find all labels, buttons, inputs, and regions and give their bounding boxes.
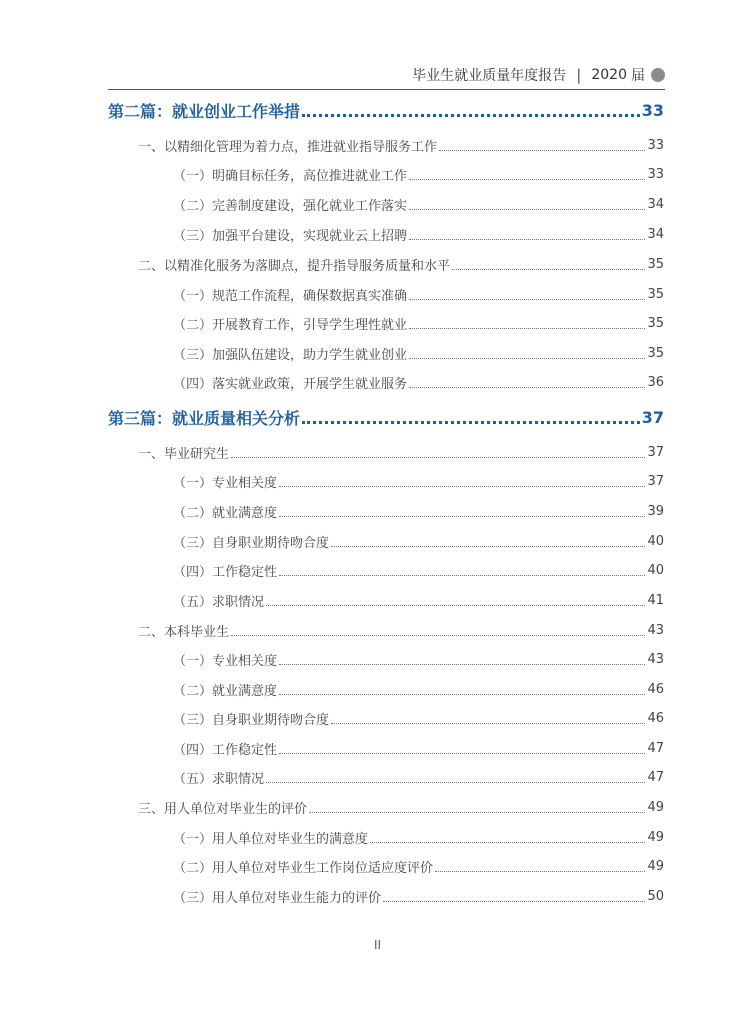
toc-entry-label: （二）就业满意度 [173,505,278,521]
toc-page-number: 34 [647,226,664,242]
toc-subsection[interactable] [173,529,664,553]
toc-entry-label: （三）自身职业期待吻合度 [173,712,330,728]
dot-leader [279,684,645,695]
toc-page-number: 49 [647,829,664,845]
toc-section[interactable] [138,440,664,464]
dot-leader [409,229,645,240]
toc-subsection[interactable] [173,222,664,246]
dot-leader [302,411,640,424]
toc-subsection[interactable] [173,588,664,612]
toc-entry-label: 第二篇：就业创业工作举措 [108,101,301,121]
toc-page-number: 35 [647,315,664,331]
toc-page-number: 41 [647,592,664,608]
toc-page-number: 37 [647,473,664,489]
toc-entry-label: （三）加强队伍建设，助力学生就业创业 [173,347,408,363]
dot-leader [370,832,645,843]
toc-page-number: 35 [647,286,664,302]
toc-page-number: 33 [647,166,664,182]
toc-entry-label: （一）专业相关度 [173,475,278,491]
toc-page-number: 34 [647,196,664,212]
dot-leader [409,169,645,180]
toc-subsection[interactable] [173,370,664,394]
dot-leader [309,802,645,813]
toc-page-number: 46 [647,710,664,726]
dot-leader [409,289,645,300]
toc-entry-label: 一、以精细化管理为着力点，推进就业指导服务工作 [138,139,438,155]
dot-leader [331,536,645,547]
report-year: 2020 [591,67,627,83]
dot-leader [266,595,645,606]
report-year-suffix: 届 [631,68,645,84]
toc-subsection[interactable] [173,469,664,493]
toc-page-number: 47 [647,740,664,756]
toc-entry-label: （三）用人单位对毕业生能力的评价 [173,890,382,906]
toc-subsection[interactable] [173,854,664,878]
toc-entry-label: （一）明确目标任务，高位推进就业工作 [173,168,408,184]
toc-subsection[interactable] [173,192,664,216]
header-separator: | [576,66,582,84]
toc-entry-label: 二、本科毕业生 [138,624,230,640]
dot-leader [383,891,645,902]
dot-leader [266,772,645,783]
toc-subsection[interactable] [173,558,664,582]
toc-page-number: 39 [647,503,664,519]
dot-leader [279,743,645,754]
toc-page-number: 49 [647,799,664,815]
dot-leader [409,199,645,210]
toc-entry-label: （三）加强平台建设，实现就业云上招聘 [173,228,408,244]
toc-page-number: 49 [647,858,664,874]
dot-leader [409,318,645,329]
toc-entry-label: （四）工作稳定性 [173,564,278,580]
toc-entry-label: （二）完善制度建设，强化就业工作落实 [173,198,408,214]
dot-leader [279,506,645,517]
dot-leader [302,104,640,117]
page-number-footer: II [373,938,382,952]
dot-leader [452,259,645,270]
toc-subsection[interactable] [173,677,664,701]
toc-subsection[interactable] [173,706,664,730]
toc-subsection[interactable] [173,736,664,760]
toc-entry-label: （一）用人单位对毕业生的满意度 [173,831,369,847]
toc-entry-label: （四）工作稳定性 [173,742,278,758]
toc-page-number: 50 [647,888,664,904]
toc-entry-label: （五）求职情况 [173,771,265,787]
toc-subsection[interactable] [173,341,664,365]
toc-subsection[interactable] [173,647,664,671]
toc-page-number: 35 [647,345,664,361]
toc-subsection[interactable] [173,162,664,186]
toc-entry-label: （二）用人单位对毕业生工作岗位适应度评价 [173,860,434,876]
toc-page-number: 43 [647,622,664,638]
running-header [108,62,665,88]
report-title: 毕业生就业质量年度报告 [412,68,567,84]
toc-page-number: 33 [647,137,664,153]
toc-entry-label: 一、毕业研究生 [138,446,230,462]
toc-page-number: 36 [647,374,664,390]
dot-leader [439,140,645,151]
toc-entry-label: （五）求职情况 [173,594,265,610]
toc-subsection[interactable] [173,282,664,306]
toc-part-2[interactable] [108,98,664,122]
toc-entry-label: （二）就业满意度 [173,683,278,699]
toc-page-number: 33 [641,100,664,120]
toc-entry-label: （四）落实就业政策，开展学生就业服务 [173,376,408,392]
toc-page-number: 47 [647,769,664,785]
toc-entry-label: （一）专业相关度 [173,653,278,669]
circle-icon [651,68,665,82]
toc-section[interactable] [138,252,664,276]
toc-entry-label: 二、以精准化服务为落脚点，提升指导服务质量和水平 [138,258,451,274]
toc-entry-label: （一）规范工作流程，确保数据真实准确 [173,288,408,304]
dot-leader [231,447,645,458]
dot-leader [435,861,645,872]
toc-section[interactable] [138,795,664,819]
toc-subsection[interactable] [173,311,664,335]
toc-page-number: 35 [647,256,664,272]
dot-leader [231,625,645,636]
dot-leader [409,377,645,388]
dot-leader [279,654,645,665]
toc-page-number: 37 [641,407,664,427]
toc-subsection[interactable] [173,765,664,789]
toc-page-number: 43 [647,651,664,667]
toc-entry-label: 第三篇：就业质量相关分析 [108,408,301,428]
toc-page-number: 37 [647,444,664,460]
toc-subsection[interactable] [173,825,664,849]
toc-subsection[interactable] [173,499,664,523]
toc-subsection[interactable] [173,884,664,908]
header-divider [108,89,665,90]
dot-leader [409,348,645,359]
toc-entry-label: （二）开展教育工作，引导学生理性就业 [173,317,408,333]
toc-part-3[interactable] [108,405,664,429]
toc-page-number: 46 [647,681,664,697]
dot-leader [279,476,645,487]
toc-page-number: 40 [647,562,664,578]
dot-leader [279,565,645,576]
toc-entry-label: 三、用人单位对毕业生的评价 [138,801,308,817]
toc-entry-label: （三）自身职业期待吻合度 [173,535,330,551]
toc-section[interactable] [138,618,664,642]
dot-leader [331,713,645,724]
toc-page-number: 40 [647,533,664,549]
toc-section[interactable] [138,133,664,157]
